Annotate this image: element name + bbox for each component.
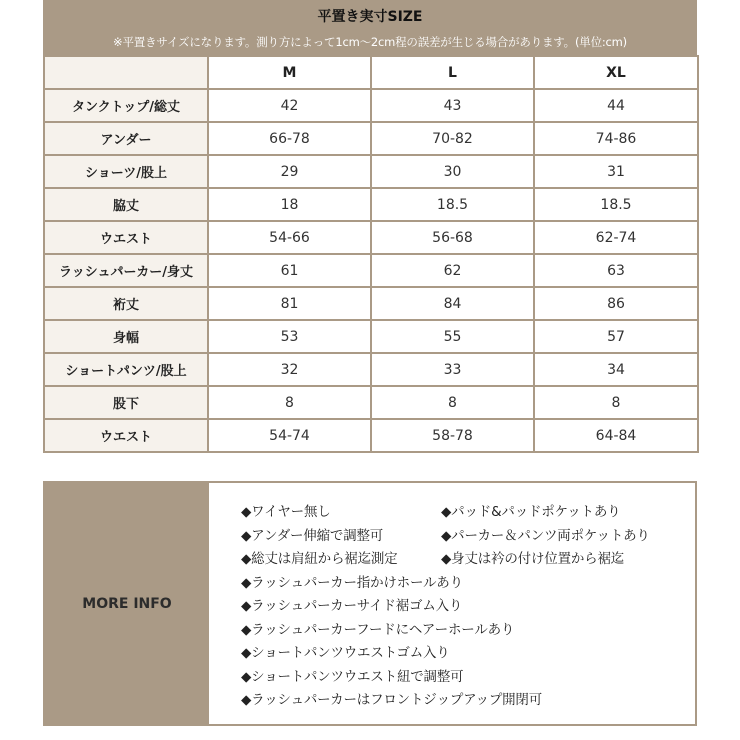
info-item: ◆身丈は衿の付け位置から裾迄 [441, 551, 625, 567]
size-value-cell: 8 [208, 386, 371, 419]
table-row [44, 419, 698, 452]
size-value-cell: 84 [371, 287, 534, 320]
table-row [44, 89, 698, 122]
table-row [44, 155, 698, 188]
more-info-section [43, 481, 697, 726]
row-label: ウエスト [44, 221, 208, 254]
size-value-cell: 55 [371, 320, 534, 353]
table-row [44, 320, 698, 353]
size-value-cell: 61 [208, 254, 371, 287]
info-item: ◆ラッシュパーカー指かけホールあり [241, 574, 463, 591]
size-value-cell: 44 [534, 89, 698, 122]
size-value-cell: 30 [371, 155, 534, 188]
size-value-cell: 18 [208, 188, 371, 221]
row-label: ラッシュパーカー/身丈 [44, 254, 208, 287]
row-label: 股下 [44, 386, 208, 419]
size-value-cell: 58-78 [371, 419, 534, 452]
size-value-cell: 43 [371, 89, 534, 122]
info-item: ◆パッド&パッドポケットあり [441, 504, 621, 520]
table-row [44, 386, 698, 419]
row-label: ウエスト [44, 419, 208, 452]
column-header-m: M [208, 56, 371, 89]
size-value-cell: 57 [534, 320, 698, 353]
size-value-cell: 64-84 [534, 419, 698, 452]
column-header-xl: XL [534, 56, 698, 89]
more-info-label: MORE INFO [45, 483, 209, 724]
row-label: ショートパンツ/股上 [44, 353, 208, 386]
size-value-cell: 62 [371, 254, 534, 287]
info-item: ◆総丈は肩紐から裾迄測定 [241, 551, 398, 567]
size-value-cell: 34 [534, 353, 698, 386]
row-label: 裄丈 [44, 287, 208, 320]
size-value-cell: 81 [208, 287, 371, 320]
info-item: ◆パーカー＆パンツ両ポケットあり [441, 527, 650, 544]
row-label: アンダー [44, 122, 208, 155]
size-value-cell: 42 [208, 89, 371, 122]
table-row [44, 287, 698, 320]
size-value-cell: 29 [208, 155, 371, 188]
size-value-cell: 70-82 [371, 122, 534, 155]
column-header-l: L [371, 56, 534, 89]
info-item: ◆ショートパンツウエスト紐で調整可 [241, 668, 464, 685]
size-value-cell: 31 [534, 155, 698, 188]
size-value-cell: 53 [208, 320, 371, 353]
size-table [43, 55, 699, 453]
table-row [44, 221, 698, 254]
table-row [44, 122, 698, 155]
size-value-cell: 56-68 [371, 221, 534, 254]
size-value-cell: 62-74 [534, 221, 698, 254]
size-value-cell: 8 [371, 386, 534, 419]
size-value-cell: 86 [534, 287, 698, 320]
info-item: ◆ワイヤー無し [241, 504, 331, 520]
table-header-row [44, 56, 698, 89]
info-item: ◆アンダー伸縮で調整可 [241, 527, 384, 544]
table-row [44, 254, 698, 287]
size-value-cell: 8 [534, 386, 698, 419]
more-info-list [209, 483, 695, 724]
row-label: タンクトップ/総丈 [44, 89, 208, 122]
row-label: 身幅 [44, 320, 208, 353]
table-corner-cell [44, 56, 208, 89]
info-item: ◆ラッシュパーカーフードにヘアーホールあり [241, 621, 515, 638]
chart-header [43, 0, 697, 55]
size-value-cell: 32 [208, 353, 371, 386]
size-value-cell: 33 [371, 353, 534, 386]
row-label: ショーツ/股上 [44, 155, 208, 188]
size-value-cell: 74-86 [534, 122, 698, 155]
size-value-cell: 54-66 [208, 221, 371, 254]
size-value-cell: 63 [534, 254, 698, 287]
row-label: 脇丈 [44, 188, 208, 221]
size-value-cell: 66-78 [208, 122, 371, 155]
info-item: ◆ショートパンツウエストゴム入り [241, 645, 450, 661]
size-value-cell: 18.5 [371, 188, 534, 221]
measurement-note: ※平置きサイズになります。測り方によって1cm〜2cm程の誤差が生じる場合があります。(単位:cm) [113, 35, 627, 49]
size-value-cell: 54-74 [208, 419, 371, 452]
table-row [44, 188, 698, 221]
table-row [44, 353, 698, 386]
info-item: ◆ラッシュパーカーサイド裾ゴム入り [241, 598, 463, 614]
chart-title: 平置き実寸SIZE [317, 9, 423, 25]
size-value-cell: 18.5 [534, 188, 698, 221]
info-item: ◆ラッシュパーカーはフロントジップアップ開閉可 [241, 692, 543, 708]
size-chart [43, 0, 697, 453]
